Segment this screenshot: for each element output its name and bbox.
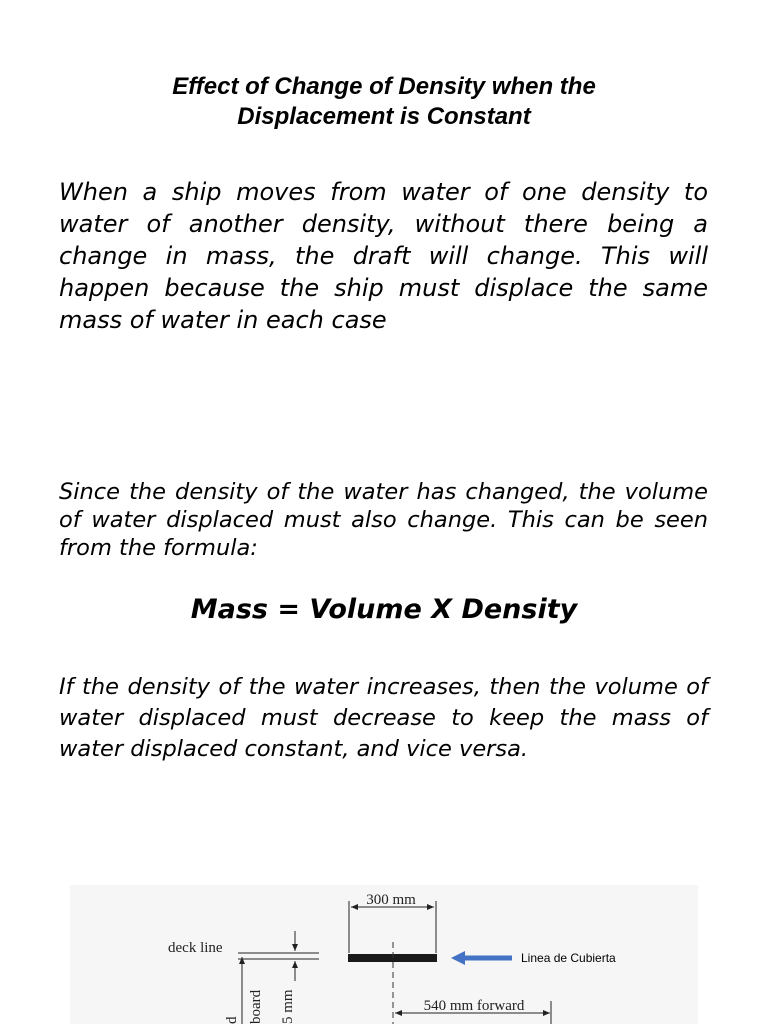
intro-paragraph: When a ship moves from water of one density to water of another density, without there being a change in mass, the draft will change. This will happen because the ship must displace the same mass of water in each case (59, 178, 708, 334)
forward-label: 540 mm forward (423, 998, 525, 1014)
deck-line-figure (70, 885, 698, 1024)
annotation-arrow-head (451, 951, 465, 965)
deck-line-label: deck line (168, 940, 223, 956)
annotation-label: Linea de Cubierta (521, 951, 616, 965)
title-line-1: Effect of Change of Density when the (172, 73, 596, 100)
edge-label: d (224, 1016, 240, 1024)
freeboard-label: board (248, 989, 264, 1024)
small-dimension-label: 5 mm (280, 989, 296, 1024)
formula: Mass = Volume X Density (190, 594, 578, 625)
width-label: 300 mm (366, 892, 416, 908)
conclusion-paragraph: If the density of the water increases, then the volume of water displaced must decrease to keep the mass of water displaced constant, and vice versa. (59, 674, 708, 762)
density-paragraph: Since the density of the water has changed, the volume of water displaced must also change. This can be seen from the formula: (59, 479, 708, 561)
page-title (80, 72, 688, 132)
title-line-2: Displacement is Constant (237, 103, 531, 130)
deck-line-diagram (70, 885, 698, 1024)
